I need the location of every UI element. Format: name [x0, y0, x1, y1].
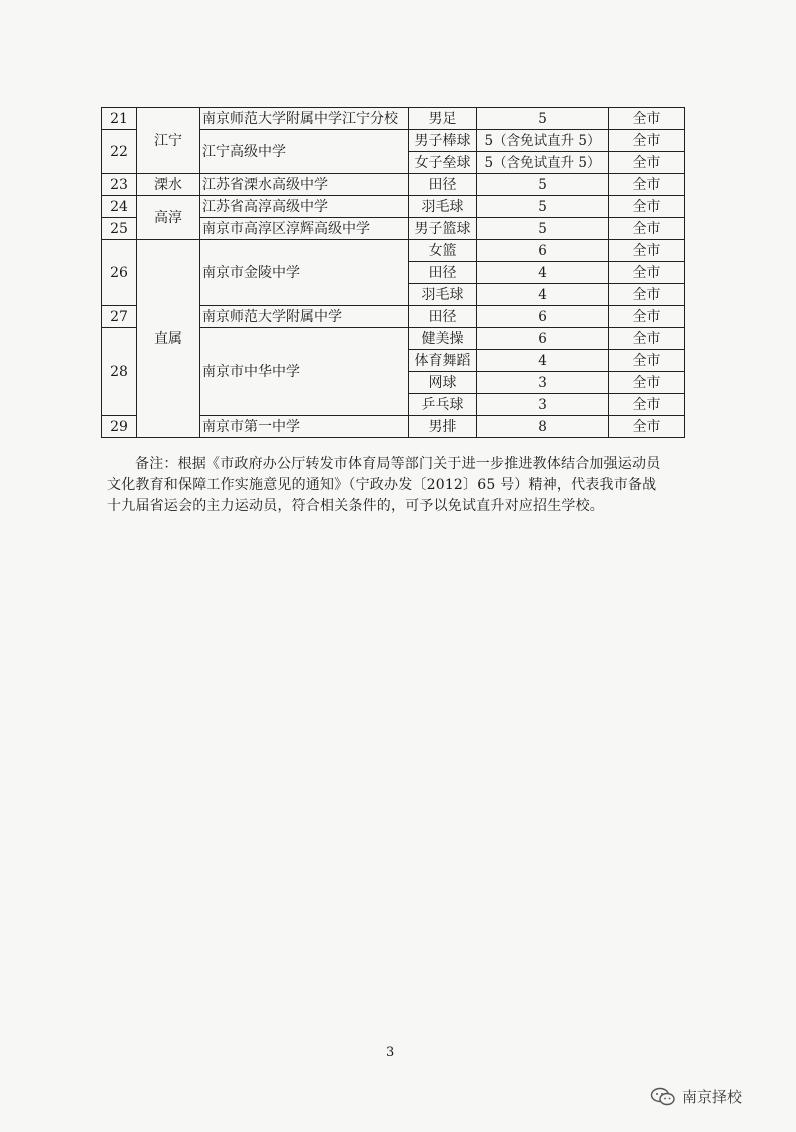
quota-cell: 3: [477, 394, 609, 416]
scope-cell: 全市: [609, 372, 685, 394]
school-cell: 南京市第一中学: [200, 416, 409, 438]
table-row: [102, 174, 685, 196]
row-number-cell: 22: [102, 130, 137, 174]
row-number-cell: 29: [102, 416, 137, 438]
school-cell: 南京师范大学附属中学江宁分校: [200, 108, 409, 130]
quota-cell: 6: [477, 240, 609, 262]
quota-cell: 5: [477, 196, 609, 218]
quota-cell: 6: [477, 328, 609, 350]
school-cell: 南京市金陵中学: [200, 240, 409, 306]
row-number-cell: 23: [102, 174, 137, 196]
school-cell: 南京师范大学附属中学: [200, 306, 409, 328]
row-number-cell: 24: [102, 196, 137, 218]
scope-cell: 全市: [609, 108, 685, 130]
watermark: [650, 1086, 742, 1107]
note-line: 十九届省运会的主力运动员，符合相关条件的，可予以免试直升对应招生学校。: [107, 498, 604, 514]
sport-cell: 男子棒球: [409, 130, 477, 152]
scope-cell: 全市: [609, 218, 685, 240]
row-number-cell: 21: [102, 108, 137, 130]
quota-cell: 5: [477, 174, 609, 196]
district-cell: 高淳: [137, 196, 200, 240]
quota-cell: 3: [477, 372, 609, 394]
row-number-cell: 27: [102, 306, 137, 328]
table-row: [102, 196, 685, 218]
sport-cell: 女篮: [409, 240, 477, 262]
quota-cell: 6: [477, 306, 609, 328]
scope-cell: 全市: [609, 350, 685, 372]
sport-cell: 女子垒球: [409, 152, 477, 174]
note-line: 备注：根据《市政府办公厅转发市体育局等部门关于进一步推进教体结合加强运动员: [135, 456, 661, 472]
school-cell: 南京市高淳区淳辉高级中学: [200, 218, 409, 240]
sport-cell: 体育舞蹈: [409, 350, 477, 372]
remarks-note: [107, 454, 692, 517]
wechat-icon: [650, 1087, 676, 1107]
page-number: 3: [386, 1045, 395, 1060]
sport-cell: 健美操: [409, 328, 477, 350]
scope-cell: 全市: [609, 262, 685, 284]
district-cell: 直属: [137, 240, 200, 438]
row-number-cell: 25: [102, 218, 137, 240]
quota-cell: 5: [477, 108, 609, 130]
quota-cell: 8: [477, 416, 609, 438]
quota-cell: 5（含免试直升 5）: [477, 130, 609, 152]
sport-cell: 男排: [409, 416, 477, 438]
school-cell: 江宁高级中学: [200, 130, 409, 174]
sport-cell: 男子篮球: [409, 218, 477, 240]
quota-cell: 4: [477, 262, 609, 284]
scope-cell: 全市: [609, 174, 685, 196]
scope-cell: 全市: [609, 196, 685, 218]
sport-cell: 田径: [409, 174, 477, 196]
row-number-cell: 28: [102, 328, 137, 416]
quota-cell: 5（含免试直升 5）: [477, 152, 609, 174]
sport-cell: 田径: [409, 306, 477, 328]
scope-cell: 全市: [609, 152, 685, 174]
scope-cell: 全市: [609, 306, 685, 328]
sport-cell: 羽毛球: [409, 196, 477, 218]
sport-cell: 乒乓球: [409, 394, 477, 416]
sport-cell: 男足: [409, 108, 477, 130]
scope-cell: 全市: [609, 284, 685, 306]
table-row: [102, 108, 685, 130]
note-line: 文化教育和保障工作实施意见的通知》（宁政办发〔2012〕65 号）精神，代表我市备战: [107, 477, 657, 493]
watermark-text: 南京择校: [682, 1088, 743, 1106]
row-number-cell: 26: [102, 240, 137, 306]
sport-cell: 网球: [409, 372, 477, 394]
table-row: [102, 240, 685, 262]
school-cell: 南京市中华中学: [200, 328, 409, 416]
scope-cell: 全市: [609, 416, 685, 438]
sport-cell: 田径: [409, 262, 477, 284]
admission-table: [101, 107, 685, 438]
quota-cell: 4: [477, 284, 609, 306]
quota-cell: 5: [477, 218, 609, 240]
district-cell: 溧水: [137, 174, 200, 196]
district-cell: 江宁: [137, 108, 200, 174]
school-cell: 江苏省溧水高级中学: [200, 174, 409, 196]
scope-cell: 全市: [609, 394, 685, 416]
sport-cell: 羽毛球: [409, 284, 477, 306]
scope-cell: 全市: [609, 328, 685, 350]
quota-cell: 4: [477, 350, 609, 372]
scope-cell: 全市: [609, 130, 685, 152]
scope-cell: 全市: [609, 240, 685, 262]
school-cell: 江苏省高淳高级中学: [200, 196, 409, 218]
